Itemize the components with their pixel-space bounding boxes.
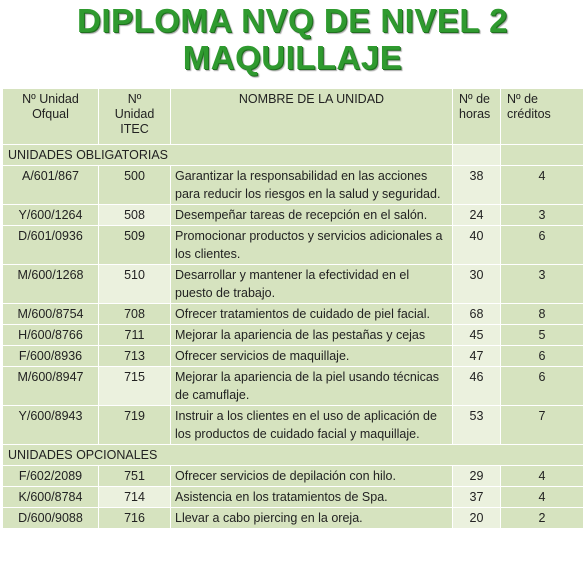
credits-cell: 4	[501, 166, 584, 205]
hours-cell: 68	[453, 304, 501, 325]
itec-code-cell: 716	[99, 508, 171, 529]
itec-code-cell: 719	[99, 406, 171, 445]
ofqual-code-cell: K/600/8784	[3, 487, 99, 508]
section-row-mandatory	[3, 145, 584, 166]
credits-cell: 4	[501, 466, 584, 487]
table-row	[3, 508, 584, 529]
table-row	[3, 406, 584, 445]
table-row	[3, 226, 584, 265]
itec-code-cell: 715	[99, 367, 171, 406]
title-line-1: DIPLOMA NVQ DE NIVEL 2	[77, 2, 508, 39]
itec-code-cell: 500	[99, 166, 171, 205]
title-line-2: MAQUILLAJE	[182, 39, 403, 76]
table-row	[3, 325, 584, 346]
unit-name-cell: Ofrecer servicios de depilación con hilo.	[171, 466, 453, 487]
credits-cell: 3	[501, 265, 584, 304]
hours-cell: 30	[453, 265, 501, 304]
table-row	[3, 304, 584, 325]
section-label-mandatory: UNIDADES OBLIGATORIAS	[3, 145, 453, 166]
ofqual-code-cell: H/600/8766	[3, 325, 99, 346]
itec-code-cell: 713	[99, 346, 171, 367]
hours-cell: 38	[453, 166, 501, 205]
credits-cell: 8	[501, 304, 584, 325]
col-header-itec: Nº Unidad ITEC	[99, 89, 171, 145]
hours-cell: 24	[453, 205, 501, 226]
hours-cell: 45	[453, 325, 501, 346]
credits-cell: 5	[501, 325, 584, 346]
itec-code-cell: 509	[99, 226, 171, 265]
unit-name-cell: Asistencia en los tratamientos de Spa.	[171, 487, 453, 508]
ofqual-code-cell: M/600/1268	[3, 265, 99, 304]
unit-name-cell: Mejorar la apariencia de la piel usando técnicas de camuflaje.	[171, 367, 453, 406]
unit-name-cell: Desarrollar y mantener la efectividad en el puesto de trabajo.	[171, 265, 453, 304]
credits-cell: 6	[501, 367, 584, 406]
ofqual-code-cell: M/600/8754	[3, 304, 99, 325]
unit-name-cell: Garantizar la responsabilidad en las acciones para reducir los riesgos en la salud y seguridad.	[171, 166, 453, 205]
col-header-name: NOMBRE DE LA UNIDAD	[171, 89, 453, 145]
hours-cell: 20	[453, 508, 501, 529]
section-row-optional	[3, 445, 584, 466]
ofqual-code-cell: M/600/8947	[3, 367, 99, 406]
table-row	[3, 466, 584, 487]
ofqual-code-cell: D/600/9088	[3, 508, 99, 529]
units-table	[2, 88, 584, 529]
ofqual-code-cell: Y/600/1264	[3, 205, 99, 226]
table-body	[3, 145, 584, 529]
hours-cell: 40	[453, 226, 501, 265]
credits-cell: 6	[501, 226, 584, 265]
section-label-optional: UNIDADES OPCIONALES	[3, 445, 584, 466]
itec-code-cell: 751	[99, 466, 171, 487]
section-spacer	[501, 145, 584, 166]
unit-name-cell: Mejorar la apariencia de las pestañas y cejas	[171, 325, 453, 346]
itec-code-cell: 708	[99, 304, 171, 325]
ofqual-code-cell: F/602/2089	[3, 466, 99, 487]
ofqual-code-cell: F/600/8936	[3, 346, 99, 367]
col-header-ofqual: Nº Unidad Ofqual	[3, 89, 99, 145]
ofqual-code-cell: Y/600/8943	[3, 406, 99, 445]
credits-cell: 6	[501, 346, 584, 367]
itec-code-cell: 714	[99, 487, 171, 508]
table-row	[3, 205, 584, 226]
itec-code-cell: 510	[99, 265, 171, 304]
credits-cell: 2	[501, 508, 584, 529]
unit-name-cell: Instruir a los clientes en el uso de aplicación de los productos de cuidado facial y maquillaje.	[171, 406, 453, 445]
unit-name-cell: Ofrecer tratamientos de cuidado de piel facial.	[171, 304, 453, 325]
table-row	[3, 166, 584, 205]
table-row	[3, 367, 584, 406]
credits-cell: 4	[501, 487, 584, 508]
unit-name-cell: Promocionar productos y servicios adicionales a los clientes.	[171, 226, 453, 265]
unit-name-cell: Desempeñar tareas de recepción en el salón.	[171, 205, 453, 226]
table-header-row	[3, 89, 584, 145]
itec-code-cell: 508	[99, 205, 171, 226]
unit-name-cell: Llevar a cabo piercing en la oreja.	[171, 508, 453, 529]
hours-cell: 53	[453, 406, 501, 445]
credits-cell: 7	[501, 406, 584, 445]
col-header-credits: Nº de créditos	[501, 89, 584, 145]
col-header-hours: Nº de horas	[453, 89, 501, 145]
unit-name-cell: Ofrecer servicios de maquillaje.	[171, 346, 453, 367]
hours-cell: 29	[453, 466, 501, 487]
table-row	[3, 346, 584, 367]
table-row	[3, 487, 584, 508]
ofqual-code-cell: A/601/867	[3, 166, 99, 205]
table-row	[3, 265, 584, 304]
itec-code-cell: 711	[99, 325, 171, 346]
section-spacer	[453, 145, 501, 166]
hours-cell: 37	[453, 487, 501, 508]
hours-cell: 46	[453, 367, 501, 406]
ofqual-code-cell: D/601/0936	[3, 226, 99, 265]
hours-cell: 47	[453, 346, 501, 367]
credits-cell: 3	[501, 205, 584, 226]
